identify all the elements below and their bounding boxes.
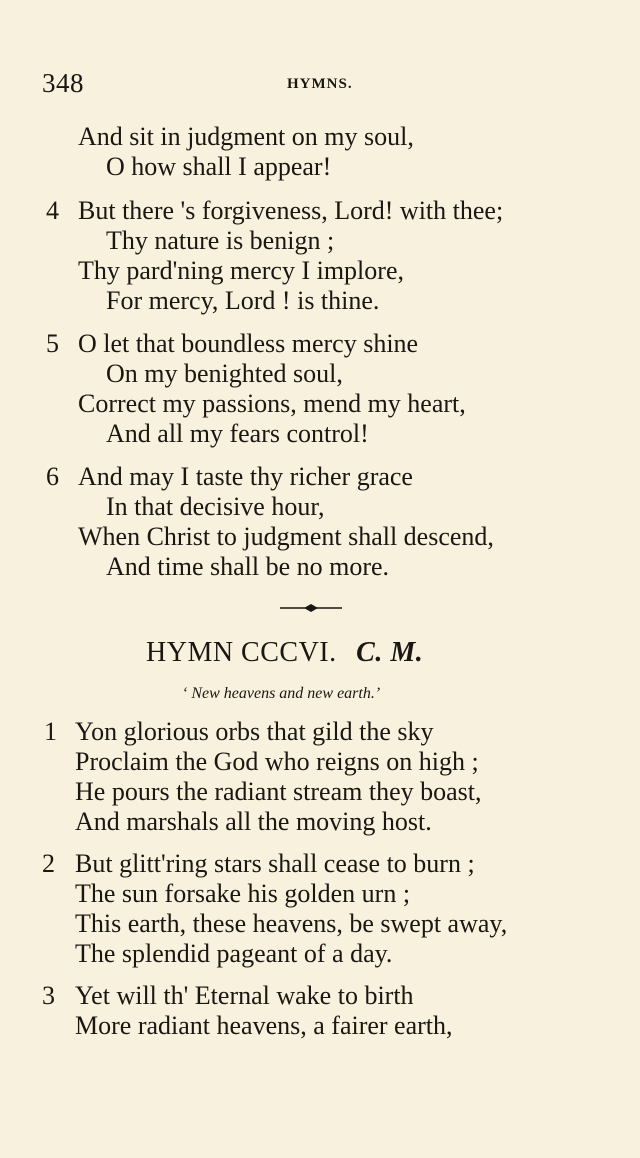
stanza-number: 2 — [42, 849, 55, 878]
hymn-number: HYMN CCCVI. — [146, 637, 337, 668]
verse-line: But there 's forgiveness, Lord! with thee; — [78, 196, 504, 225]
verse-line: But glitt'ring stars shall cease to burn ; — [75, 849, 475, 878]
page-header — [42, 68, 602, 102]
stanza-number: 5 — [46, 329, 59, 358]
verse-line: The splendid pageant of a day. — [75, 939, 393, 968]
verse-line: Correct my passions, mend my heart, — [78, 389, 466, 418]
page-number: 348 — [42, 68, 84, 98]
running-head: HYMNS. — [287, 76, 353, 92]
verse-line: More radiant heavens, a fairer earth, — [75, 1011, 453, 1040]
ornament-divider — [280, 601, 342, 615]
verse-line: And marshals all the moving host. — [75, 807, 432, 836]
verse-line: Proclaim the God who reigns on high ; — [75, 747, 479, 776]
verse-line: The sun forsake his golden urn ; — [75, 879, 411, 908]
verse-line: O let that boundless mercy shine — [78, 329, 419, 358]
stanza-number: 6 — [46, 462, 59, 491]
stanza-number: 1 — [44, 717, 57, 746]
verse-line: And time shall be no more. — [106, 552, 390, 581]
verse-line: On my benighted soul, — [106, 359, 343, 388]
verse-line: Yon glorious orbs that gild the sky — [75, 717, 434, 746]
verse-line: Thy nature is benign ; — [106, 226, 335, 255]
verse-line: This earth, these heavens, be swept away, — [75, 909, 508, 938]
hymn-meter: C. M. — [356, 637, 424, 668]
verse-line: In that decisive hour, — [106, 492, 325, 521]
verse-line: He pours the radiant stream they boast, — [75, 777, 482, 806]
verse-line: And may I taste thy richer grace — [78, 462, 413, 491]
stanza-number: 4 — [46, 196, 59, 225]
verse-line: Yet will th' Eternal wake to birth — [75, 981, 414, 1010]
verse-line: For mercy, Lord ! is thine. — [106, 286, 380, 315]
verse-line: O how shall I appear! — [106, 152, 332, 181]
verse-line: When Christ to judgment shall descend, — [78, 522, 494, 551]
hymn-epigraph: ‘ New heavens and new earth.’ — [182, 685, 381, 702]
verse-line: And all my fears control! — [106, 419, 369, 448]
hymn-title — [146, 637, 423, 669]
verse-line: And sit in judgment on my soul, — [78, 122, 414, 151]
stanza-number: 3 — [42, 981, 55, 1010]
verse-line: Thy pard'ning mercy I implore, — [78, 256, 404, 285]
